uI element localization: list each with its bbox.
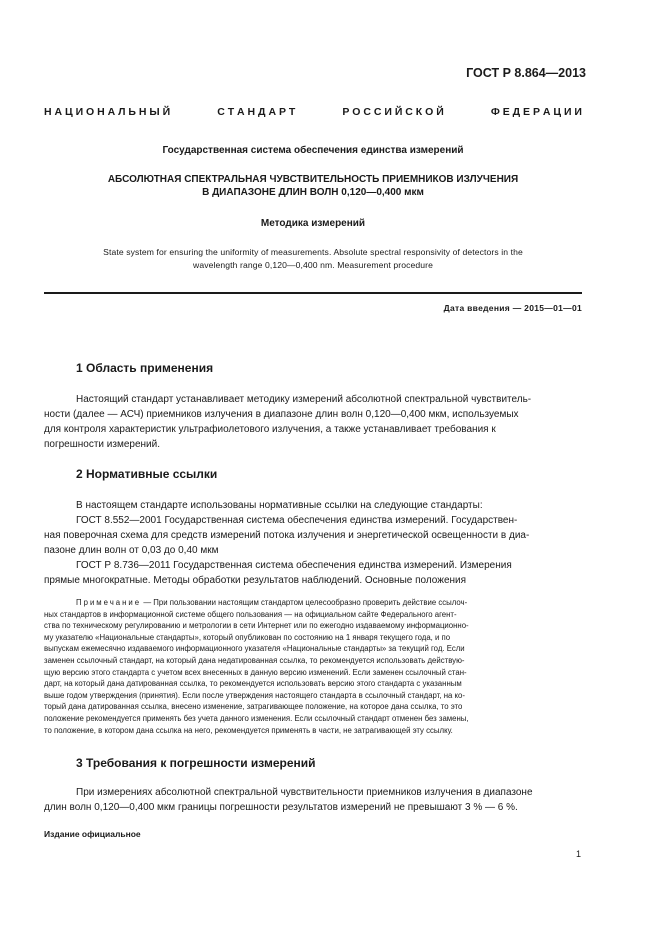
reference-line: ная поверочная схема для средств измерений потока излучения и энергетической освещенности в диа- xyxy=(44,530,530,541)
section-3-body xyxy=(44,785,582,815)
document-title xyxy=(44,173,582,199)
national-standard-heading xyxy=(44,106,582,118)
section-2-body xyxy=(44,498,582,588)
body-line: ности (далее — АСЧ) приемников излучения в диапазоне длин волн 0,120—0,400 мкм, используемых xyxy=(44,409,519,420)
reference-line: ГОСТ Р 8.736—2011 Государственная система обеспечения единства измерений. Измерения xyxy=(76,560,512,571)
header-divider xyxy=(44,292,582,294)
system-title: Государственная система обеспечения единства измерений xyxy=(162,145,464,156)
english-title xyxy=(60,246,566,271)
national-word-4: Ф Е Д Е Р А Ц И И xyxy=(490,106,582,118)
body-line: погрешности измерений. xyxy=(44,439,161,450)
note-text: — При пользовании настоящим стандартом целесообразно проверить действие ссылоч- xyxy=(143,598,468,607)
note-line: му указателю «Национальные стандарты», который опубликован по состоянию на 1 января текущего года, и по xyxy=(44,632,451,642)
body-line: для контроля характеристик ультрафиолетового излучения, а также устанавливает требования к xyxy=(44,424,496,435)
english-title-line: wavelength range 0,120—0,400 nm. Measurement procedure xyxy=(193,259,433,270)
reference-line: пазоне длин волн от 0,03 до 0,40 мкм xyxy=(44,545,219,556)
note-line: торый дана датированная ссылка, внесено изменение, затрагивающее положение, на которое дана ссылка, то это xyxy=(44,702,463,712)
note-line: то положение, в котором дана ссылка на него, рекомендуется применять в части, не затрагивающей эту ссылку. xyxy=(44,725,453,735)
body-line: Настоящий стандарт устанавливает методику измерений абсолютной спектральной чувствитель- xyxy=(76,394,532,405)
note-line: положение рекомендуется применять без учета данного изменения. Если ссылочный стандарт отменен без замены, xyxy=(44,713,469,723)
reference-line: ГОСТ 8.552—2001 Государственная система обеспечения единства измерений. Государствен- xyxy=(76,515,518,526)
section-2-heading: 2 Нормативные ссылки xyxy=(76,467,218,481)
note-line: заменен ссылочный стандарт, на который дана недатированная ссылка, то рекомендуется использовать действую- xyxy=(44,655,465,665)
body-line: При измерениях абсолютной спектральной чувствительности приемников излучения в диапазоне xyxy=(76,787,533,798)
note-line: щую версию этого стандарта с учетом всех внесенных в данную версию изменений. Если заменен ссылочный стан- xyxy=(44,667,467,677)
section-1-heading: 1 Область применения xyxy=(76,361,214,375)
body-line: В настоящем стандарте использованы нормативные ссылки на следующие стандарты: xyxy=(76,500,483,511)
note-label: Примечание xyxy=(76,598,142,607)
note-line: ства по техническому регулированию и метрологии в сети Интернет или по ежегодно издаваемому информационно- xyxy=(44,621,469,631)
body-line: длин волн 0,120—0,400 мкм границы погрешности результатов измерений не превышают 3 % — 6 %. xyxy=(44,802,518,813)
note-line: выше годом утверждения (принятия). Если после утверждения настоящего стандарта в ссылочный стандарт, на ко- xyxy=(44,690,465,700)
standard-code: ГОСТ Р 8.864—2013 xyxy=(466,66,586,80)
title-line: В ДИАПАЗОНЕ ДЛИН ВОЛН 0,120—0,400 мкм xyxy=(202,187,424,198)
introduction-date: Дата введения — 2015—01—01 xyxy=(443,303,582,313)
national-word-2: С Т А Н Д А Р Т xyxy=(217,106,296,118)
national-word-1: Н А Ц И О Н А Л Ь Н Ы Й xyxy=(44,106,171,118)
english-title-line: State system for ensuring the uniformity of measurements. Absolute spectral responsivity of detectors in the xyxy=(103,247,523,257)
note-line: выпускам ежемесячно издаваемого информационного указателя «Национальные стандарты» за текущий год. Если xyxy=(44,644,465,654)
note-line xyxy=(44,597,582,609)
section-3-heading: 3 Требования к погрешности измерений xyxy=(76,756,316,770)
edition-label: Издание официальное xyxy=(44,829,141,839)
note-block xyxy=(44,597,582,736)
page-number: 1 xyxy=(575,849,581,859)
section-1-body xyxy=(44,392,582,452)
reference-line: прямые многократные. Методы обработки результатов наблюдений. Основные положения xyxy=(44,575,467,586)
title-line: АБСОЛЮТНАЯ СПЕКТРАЛЬНАЯ ЧУВСТВИТЕЛЬНОСТЬ ПРИЕМНИКОВ ИЗЛУЧЕНИЯ xyxy=(107,174,519,185)
note-line: дарт, на который дана датированная ссылка, то рекомендуется использовать версию этого стандарта с указанным xyxy=(44,679,462,689)
note-line: ных стандартов в информационной системе общего пользования — на официальном сайте Федерального агент- xyxy=(44,609,457,619)
document-subtitle: Методика измерений xyxy=(260,218,366,229)
national-word-3: Р О С С И Й С К О Й xyxy=(342,106,444,118)
